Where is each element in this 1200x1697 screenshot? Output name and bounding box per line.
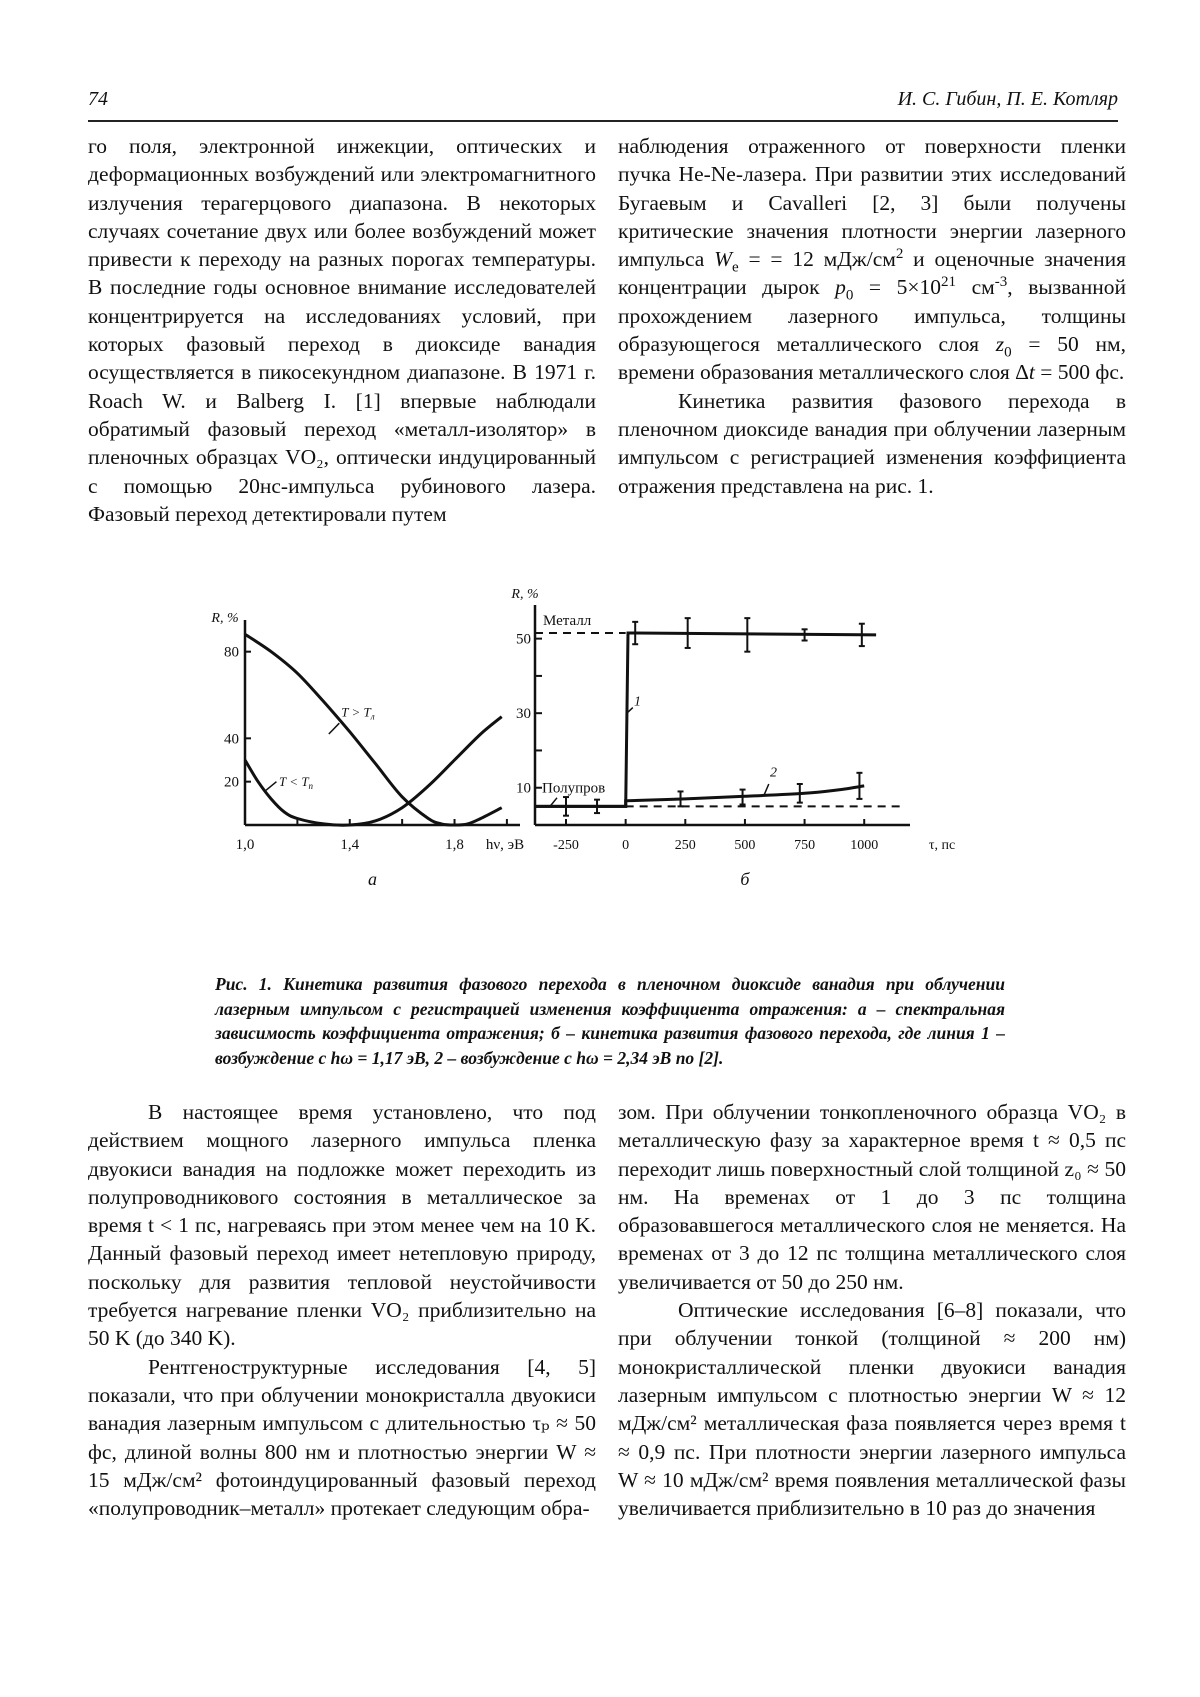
x-tick-label: 0: [622, 838, 630, 853]
column-right-top: [618, 132, 1126, 500]
x-tick-label: -250: [553, 838, 579, 853]
label-leader: [764, 784, 769, 795]
x-tick-label: 1,8: [445, 837, 464, 853]
y-tick-label: 40: [224, 731, 239, 748]
series-label: 1: [634, 694, 642, 710]
column-right-bottom: [618, 1098, 1126, 1522]
running-head-authors: И. С. Гибин, П. Е. Котляр: [897, 88, 1118, 110]
chart-panel-b: [510, 587, 955, 889]
paragraph: В настоящее время установлено, что под действием мощного лазерного импульса пленка двуокиси ванадия на подложке может переходить из полупроводникового состояния в металлическое за время t < 1 пс, нагреваясь при этом менее чем на 10 K. Данный фазовый переход имеет нетепловую природу, поскольку для развития тепловой неустойчивости требуется нагревание пленки VO₂ приблизительно на 50 K (до 340 K).: [88, 1100, 596, 1351]
annotation-metal: Металл: [543, 613, 592, 630]
label-leader: [266, 782, 276, 791]
page-number: 74: [88, 88, 108, 110]
figure-caption: Рис. 1. Кинетика развития фазового перехода в пленочном диоксиде ванадия при облучении лазерным импульсом с регистрацией изменения коэффициента отражения: а – спектральная зависимость коэффициента отражения; б – кинетика развития фазового перехода, где линия 1 – возбуждение с hω = 1,17 эВ, 2 – возбуждение с hω = 2,34 эВ по [2].: [215, 974, 1005, 1068]
x-tick-label: 250: [674, 838, 696, 853]
series-label: 2: [769, 765, 777, 781]
y-axis-label: R, %: [511, 587, 539, 602]
x-tick-label: 750: [794, 838, 816, 853]
series-line: [245, 634, 502, 825]
annotation-semiconductor: Полупров: [542, 780, 606, 797]
x-tick-label: 1,0: [235, 837, 255, 853]
x-tick-label: 1000: [850, 838, 879, 853]
series-label: $T < T_п$: [279, 774, 314, 791]
paragraph: го поля, электронной инжекции, оптических и деформационных возбуждений или электромагнитного излучения терагерцового диапазона. В некоторых случаях сочетание двух или более возбуждений может привести к переходу на разных порогах температуры. В последние годы основное внимание исследователей концентрируется на исследованиях условий, при которых фазовый переход в диоксиде ванадия осуществляется в пикосекундном диапазоне. В 1971 г. Roach W. и Balberg I. [1] впервые наблюдали обратимый фазовый переход «металл-изолятор» в пленочных образцах VO₂, оптически индуцированный с помощью 20нс-импульса рубинового лазера. Фазовый переход детектировали путем: [88, 134, 596, 526]
y-tick-label: 20: [224, 774, 239, 791]
x-axis-label: τ, пс: [928, 838, 956, 853]
x-tick-label: 500: [734, 838, 756, 853]
column-left-bottom: [88, 1098, 596, 1522]
y-tick-label: 80: [224, 644, 239, 661]
label-leader: [329, 723, 339, 734]
y-tick-label: 30: [516, 706, 531, 723]
paragraph: Рентгеноструктурные исследования [4, 5] показали, что при облучении монокристалла двуокиси ванадия лазерным импульсом с длительностью τₚ ≈ 50 фс, длиной волны 800 нм и плотностью энергии W ≈ 15 мДж/см² фотоиндуцированный фазовый переход «полупроводник–металл» протекает следующим обра-: [88, 1354, 596, 1521]
x-axis-label: hν, эВ: [485, 837, 525, 853]
chart-panel-a: [210, 611, 524, 889]
column-left-top: [88, 132, 596, 528]
y-tick-label: 10: [516, 780, 531, 797]
paragraph: Кинетика развития фазового перехода в пленочном диоксиде ванадия при облучении лазерным импульсом с регистрацией изменения коэффициента отражения представлена на рис. 1.: [618, 388, 1126, 498]
figure-svg: [200, 587, 1000, 970]
paragraph: Оптические исследования [6–8] показали, что при облучении тонкой (толщиной ≈ 200 нм) монокристаллической пленки двуокиси ванадия лазерным импульсом с плотностью энергии W ≈ 12 мДж/см² металлическая фаза появляется через время t ≈ 0,9 пс. При плотности энергии лазерного импульса W ≈ 10 мДж/см² время появления металлической фазы увеличивается приблизительно в 10 раз до значения: [618, 1298, 1126, 1521]
x-tick-label: 1,4: [340, 837, 360, 853]
panel-label: б: [740, 869, 750, 889]
series-line: [245, 717, 502, 825]
header-rule: [88, 120, 1118, 122]
panel-label: а: [368, 869, 377, 889]
paragraph: зом. При облучении тонкопленочного образца VO₂ в металлическую фазу за характерное время t ≈ 0,5 пс переходит лишь поверхностный слой толщиной z₀ ≈ 50 нм. На временах от 1 до 3 пс толщина образовавшегося металлического слоя не меняется. На временах от 3 до 12 пс толщина металлического слоя увеличивается от 50 до 250 нм.: [618, 1100, 1126, 1294]
y-tick-label: 50: [516, 631, 531, 648]
y-axis-label: R, %: [211, 611, 239, 626]
paragraph: наблюдения отраженного от поверхности пленки пучка He-Ne-лазера. При развитии этих исследований Бугаевым и Cavalleri [2, 3] были получены критические значения плотности энергии лазерного импульса $W_e$ = = 12 мДж/$см^2$ и оценочные значения концентрации дырок $p_0 = 5\times 10^{21}$ $см^{-3}$, вызванной прохождением лазерного импульса, толщины образующегося металлического слоя $z_0 = 50$ нм, времени образования металлического слоя Δt = 500 фс.: [618, 134, 1126, 385]
series-label: $T > T_л$: [341, 704, 375, 722]
figure-1: [200, 587, 1000, 970]
page-header: [88, 88, 1118, 128]
